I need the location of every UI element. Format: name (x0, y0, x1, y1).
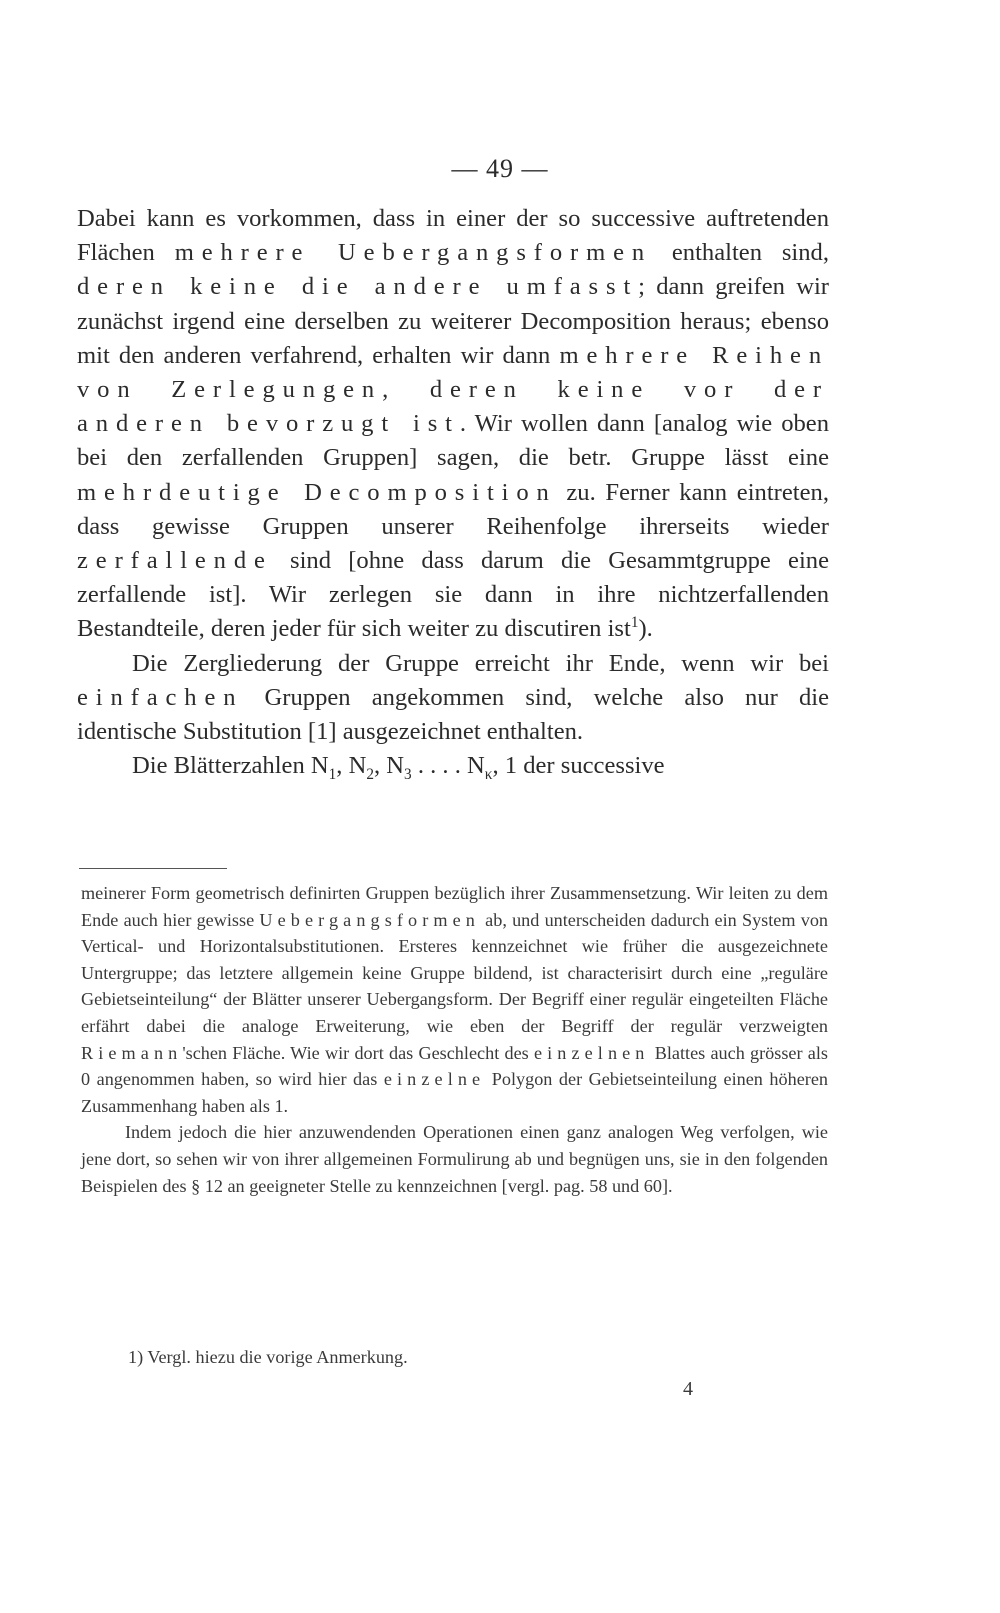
emphasis-text: mehrere Reihen von Zerlegungen, deren keine vor der anderen bevorzugt ist (77, 341, 829, 438)
text-run: enthalten sind, (652, 239, 829, 267)
signature-mark: 4 (683, 1378, 693, 1400)
text-run: . . . . N (411, 752, 485, 780)
text-run: sind [ohne dass darum die Gesammtgruppe eine zerfallende ist]. Wir zerlegen sie dann in ihre nichtzerfallenden Bestandteile, deren jeder für sich weiter zu discutiren ist (77, 547, 829, 643)
main-text (77, 202, 829, 783)
text-run: , N (336, 752, 367, 780)
subscript: 1 (328, 766, 337, 784)
emphasis-text: einfachen (77, 683, 244, 711)
subscript: 3 (404, 766, 412, 784)
text-run: Dabei kann es vorkommen, dass in einer der so successive auftretenden Flächen (77, 205, 829, 267)
footnote-continuation (81, 880, 828, 1119)
text-run: Gruppen angekommen sind, welche also nur die identische Substitution [1] ausgezeichnet enthalten. (77, 683, 829, 746)
text-run: ). (638, 615, 653, 643)
subscript: κ (484, 766, 493, 784)
emphasis-text: einzelnen (533, 1042, 650, 1063)
text-run: , N (373, 752, 405, 780)
footnote-paragraph: Indem jedoch die hier anzuwendenden Operationen einen ganz analogen Weg verfolgen, wie jene dort, so sehen wir von ihrer allgemeinen Formulirung ab und begnügen uns, sie in den folgenden Beispielen des § 12 an geeigneter Stelle zu kennzeichnen [vergl. pag. 58 und 60]. (81, 1122, 828, 1196)
page-number: — 49 — (451, 154, 549, 183)
footnote-marker: 1 (630, 614, 639, 632)
paragraph-1 (77, 202, 829, 647)
footnote-1: 1) Vergl. hiezu die vorige Anmerkung. (128, 1347, 408, 1367)
text-run: Polygon der Gebietseinteilung einen höheren Zusammenhang haben als 1. (81, 1069, 828, 1116)
emphasis-text: mehrdeutige Decomposition (77, 478, 557, 506)
emphasis-text: Riemann (81, 1042, 183, 1063)
text-run: , 1 der successive (492, 752, 665, 780)
text-run: meinerer Form geometrisch definirten Gruppen bezüglich ihrer Zusammensetzung. Wir leiten zu dem Ende auch hier gewisse (81, 883, 828, 930)
text-run: ; dann greifen wir zunächst irgend eine derselben zu weiterer Decomposition heraus; ebenso mit den anderen verfahrend, erhalten wir dann (77, 273, 829, 369)
emphasis-text: Uebergangsformen (259, 909, 480, 930)
footnote-divider (79, 868, 227, 869)
text-run: Die Zergliederung der Gruppe erreicht ihr Ende, wenn wir bei (132, 649, 829, 677)
emphasis-text: einzelne (383, 1069, 486, 1090)
text-run: Blattes auch grösser als 0 angenommen haben, so wird hier das (81, 1042, 828, 1090)
text-run: ab, und unterscheiden dadurch ein System von Vertical- und Horizontalsubstitutionen. Ersteres kennzeichnet wie früher die ausgezeichnete Untergruppe; das letztere allgemein keine Gruppe bildend, ist characterisirt durch eine „reguläre Gebietseinteilung“ der Blätter unserer Uebergangsform. Der Begriff einer regulär eingeteilten Fläche erfährt dabei die analoge Erweiterung, wie eben der Begriff der regulär verzweigten (81, 909, 829, 1036)
subscript: 2 (366, 766, 374, 784)
footnotes (81, 880, 828, 1199)
text-run: 'schen Fläche. Wie wir dort das Geschlecht des (182, 1042, 534, 1063)
paragraph-3 (77, 749, 829, 783)
emphasis-text: deren keine die andere umfasst (77, 273, 639, 301)
paragraph-2 (77, 647, 829, 750)
emphasis-text: mehrere Uebergangsformen (174, 239, 653, 267)
text-run: zu. Ferner kann eintreten, dass gewisse Gruppen unserer Reihenfolge ihrerseits wieder (77, 478, 829, 540)
emphasis-text: zerfallende (77, 547, 273, 575)
text-run: Die Blätterzahlen N (132, 752, 329, 780)
text-run: . Wir wollen dann [analog wie oben bei den zerfallenden Gruppen] sagen, die betr. Gruppe lässt eine (77, 410, 830, 472)
